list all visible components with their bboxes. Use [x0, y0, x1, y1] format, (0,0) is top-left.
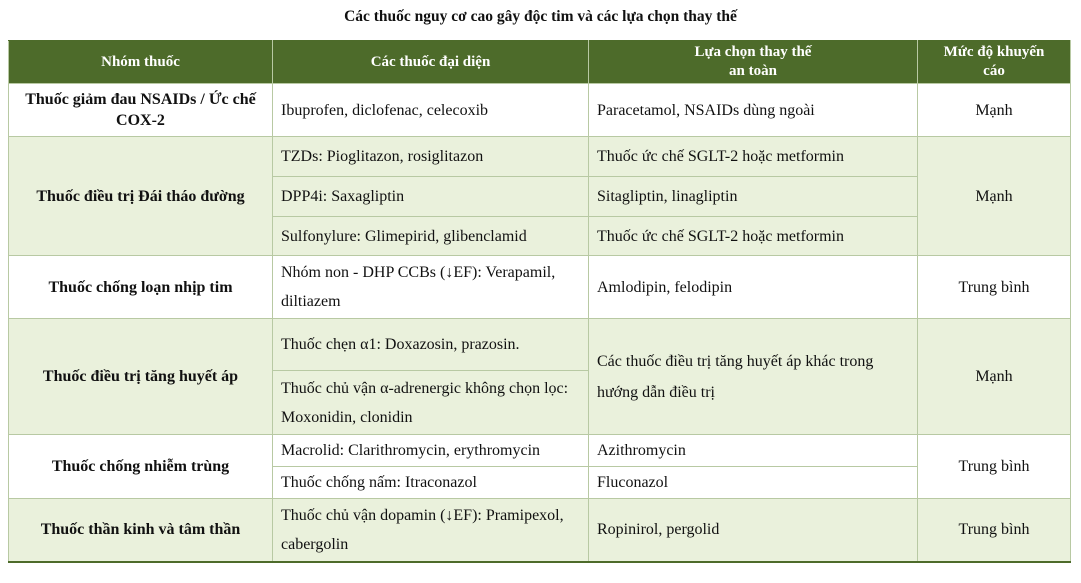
alternative-cell: Thuốc ức chế SGLT-2 hoặc metformin [589, 217, 918, 256]
group-name: Thuốc chống loạn nhịp tim [9, 256, 273, 319]
level-cell: Mạnh [918, 84, 1071, 137]
drug-cell: Thuốc chẹn α1: Doxazosin, prazosin. [273, 319, 589, 371]
header-level [918, 41, 1071, 84]
drug-cell: Thuốc chống nấm: Itraconazol [273, 467, 589, 499]
drug-cell: Thuốc chủ vận α-adrenergic không chọn lọc: Moxonidin, clonidin [273, 371, 589, 435]
table-row [9, 137, 1071, 177]
table-row [9, 256, 1071, 319]
header-alternatives [589, 41, 918, 84]
table-row [9, 319, 1071, 371]
level-cell: Mạnh [918, 137, 1071, 256]
header-alt-line2: an toàn [729, 63, 777, 79]
group-name: Thuốc điều trị tăng huyết áp [9, 319, 273, 435]
alternative-cell: Fluconazol [589, 467, 918, 499]
table-row [9, 84, 1071, 137]
group-name: Thuốc giảm đau NSAIDs / Ức chế COX-2 [9, 84, 273, 137]
alternative-cell: Sitagliptin, linagliptin [589, 177, 918, 217]
group-name: Thuốc thần kinh và tâm thần [9, 499, 273, 562]
group-name: Thuốc chống nhiễm trùng [9, 435, 273, 499]
table-row [9, 435, 1071, 467]
header-group: Nhóm thuốc [9, 41, 273, 84]
header-drugs: Các thuốc đại diện [273, 41, 589, 84]
drug-cell: DPP4i: Saxagliptin [273, 177, 589, 217]
alternative-cell: Amlodipin, felodipin [589, 256, 918, 319]
drug-cell: Ibuprofen, diclofenac, celecoxib [273, 84, 589, 137]
drug-cell: Sulfonylure: Glimepirid, glibenclamid [273, 217, 589, 256]
alternative-cell: Azithromycin [589, 435, 918, 467]
level-cell: Trung bình [918, 499, 1071, 562]
table-title: Các thuốc nguy cơ cao gây độc tim và các lựa chọn thay thế [344, 8, 737, 25]
alternative-cell: Thuốc ức chế SGLT-2 hoặc metformin [589, 137, 918, 177]
group-name: Thuốc điều trị Đái tháo đường [9, 137, 273, 256]
drug-cell: Nhóm non - DHP CCBs (↓EF): Verapamil, diltiazem [273, 256, 589, 319]
header-alt-line1: Lựa chọn thay thế [694, 44, 812, 60]
alternative-cell: Ropinirol, pergolid [589, 499, 918, 562]
alternative-cell: Paracetamol, NSAIDs dùng ngoài [589, 84, 918, 137]
alternative-cell: Các thuốc điều trị tăng huyết áp khác trong hướng dẫn điều trị [589, 319, 918, 435]
drug-cell: Thuốc chủ vận dopamin (↓EF): Pramipexol, cabergolin [273, 499, 589, 562]
header-level-line1: Mức độ khuyến [943, 44, 1045, 60]
drug-cell: Macrolid: Clarithromycin, erythromycin [273, 435, 589, 467]
table-row [9, 499, 1071, 562]
level-cell: Trung bình [918, 256, 1071, 319]
header-row [9, 41, 1071, 84]
level-cell: Mạnh [918, 319, 1071, 435]
drug-cell: TZDs: Pioglitazon, rosiglitazon [273, 137, 589, 177]
level-cell: Trung bình [918, 435, 1071, 499]
drug-table [8, 40, 1071, 563]
header-level-line2: cáo [983, 63, 1005, 79]
